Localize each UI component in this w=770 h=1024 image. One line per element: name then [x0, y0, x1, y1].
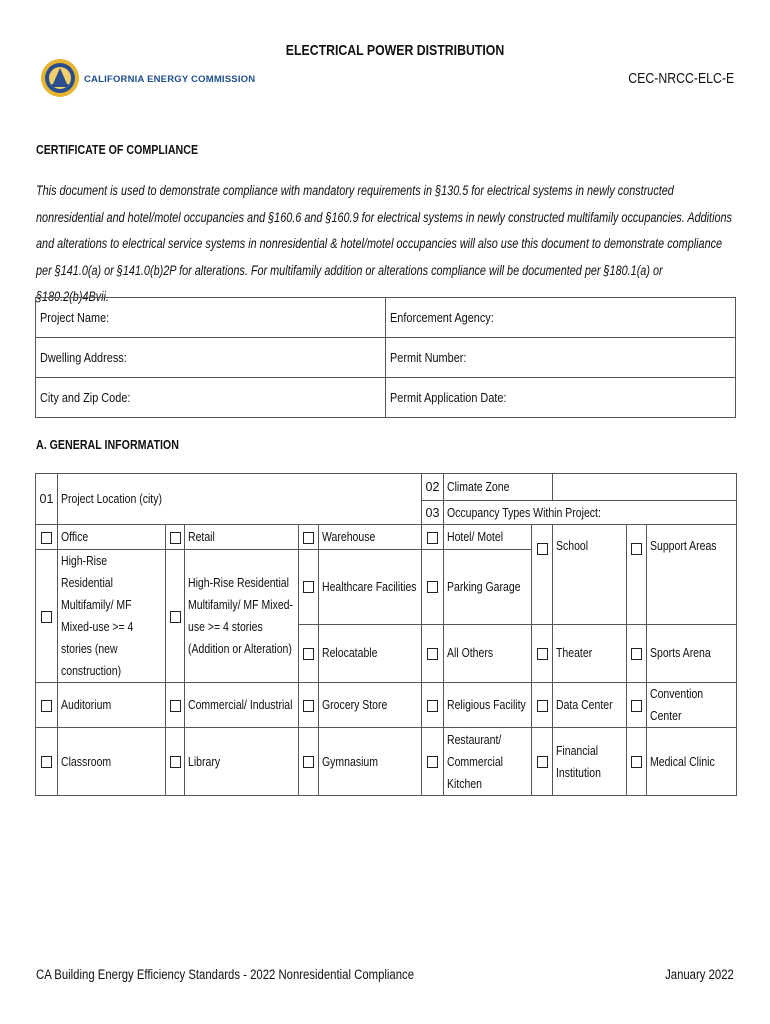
- library-label: Library: [185, 728, 299, 796]
- auditorium-label: Auditorium: [58, 683, 166, 728]
- classroom-label: Classroom: [58, 728, 166, 796]
- permit-number-label: Permit Number:: [390, 350, 467, 365]
- climate-zone-label: Climate Zone: [444, 474, 553, 501]
- intro-paragraph: This document is used to demonstrate compliance with mandatory requirements in §130.5 for electrical systems in newly constructed nonresidential and hotel/motel occupancies and §160.6 and §160.9 for electrical systems in newly constructed multifamily occupancies. Additions and alterations to electrical service systems in nonresidential & hotel/motel occupancies will also use this document to demonstrate compliance per §141.0(a) or §141.0(b)2P for alterations. For multifamily addition or alterations compliance will be documented per §180.1(a) or §180.2(b)4Bvii.: [36, 183, 732, 304]
- permit-number-field[interactable]: [386, 338, 736, 378]
- retail-label: Retail: [185, 525, 299, 550]
- enforcement-agency-label: Enforcement Agency:: [390, 310, 494, 325]
- row-01-number: 01: [36, 474, 58, 525]
- project-location-field[interactable]: [58, 474, 422, 525]
- row-02-number: 02: [422, 474, 444, 501]
- relocatable-label: Relocatable: [319, 624, 422, 682]
- row-03-number: 03: [422, 501, 444, 525]
- enforcement-agency-field[interactable]: [386, 298, 736, 338]
- state-seal-icon: [40, 50, 80, 106]
- form-code: CEC-NRCC-ELC-E: [628, 70, 734, 87]
- financial-label: Financial Institution: [553, 728, 627, 796]
- convention-label: Convention Center: [647, 683, 737, 728]
- gymnasium-label: Gymnasium: [319, 728, 422, 796]
- certificate-heading: CERTIFICATE OF COMPLIANCE: [36, 142, 199, 157]
- office-label: Office: [58, 525, 166, 550]
- city-zip-label: City and Zip Code:: [40, 390, 131, 405]
- project-info-table: [35, 297, 736, 418]
- logo-text: CALIFORNIA ENERGY COMMISSION: [84, 74, 256, 85]
- occupancy-types-label: Occupancy Types Within Project:: [444, 501, 737, 525]
- project-name-field[interactable]: [36, 298, 386, 338]
- all-others-label: All Others: [444, 624, 532, 682]
- classroom-checkbox[interactable]: [36, 728, 58, 796]
- hotel-motel-label: Hotel/ Motel: [444, 525, 532, 550]
- city-zip-field[interactable]: [36, 378, 386, 418]
- general-info-table: [35, 473, 737, 796]
- dwelling-address-label: Dwelling Address:: [40, 350, 127, 365]
- warehouse-label: Warehouse: [319, 525, 422, 550]
- project-location-label: Project Location (city): [61, 492, 162, 506]
- healthcare-label: Healthcare Facilities: [319, 550, 422, 625]
- highrise-alt-label: High-Rise Residential Multifamily/ MF Mixed-use >= 4 stories (Addition or Alteration): [185, 550, 299, 683]
- religious-label: Religious Facility: [444, 683, 532, 728]
- medical-clinic-label: Medical Clinic: [647, 728, 737, 796]
- sports-arena-label: Sports Arena: [647, 624, 737, 682]
- highrise-new-checkbox[interactable]: [36, 550, 58, 683]
- highrise-new-label: High-Rise Residential Multifamily/ MF Mixed-use >= 4 stories (new construction): [58, 550, 166, 683]
- commercial-label: Commercial/ Industrial: [185, 683, 299, 728]
- data-center-label: Data Center: [553, 683, 627, 728]
- permit-application-date-label: Permit Application Date:: [390, 390, 507, 405]
- dwelling-address-field[interactable]: [36, 338, 386, 378]
- school-label: School: [553, 525, 627, 625]
- document-title: ELECTRICAL POWER DISTRIBUTION: [285, 42, 505, 59]
- cec-logo: [40, 50, 256, 110]
- office-checkbox[interactable]: [36, 525, 58, 550]
- project-name-label: Project Name:: [40, 310, 110, 325]
- theater-label: Theater: [553, 624, 627, 682]
- grocery-label: Grocery Store: [319, 683, 422, 728]
- restaurant-label: Restaurant/ Commercial Kitchen: [444, 728, 532, 796]
- section-a-heading: A. GENERAL INFORMATION: [36, 437, 179, 452]
- footer-date: January 2022: [665, 967, 734, 982]
- climate-zone-field[interactable]: [553, 474, 737, 501]
- parking-label: Parking Garage: [444, 550, 532, 625]
- support-areas-label: Support Areas: [647, 525, 737, 625]
- auditorium-checkbox[interactable]: [36, 683, 58, 728]
- footer-standards: CA Building Energy Efficiency Standards - 2022 Nonresidential Compliance: [36, 967, 415, 982]
- permit-application-date-field[interactable]: [386, 378, 736, 418]
